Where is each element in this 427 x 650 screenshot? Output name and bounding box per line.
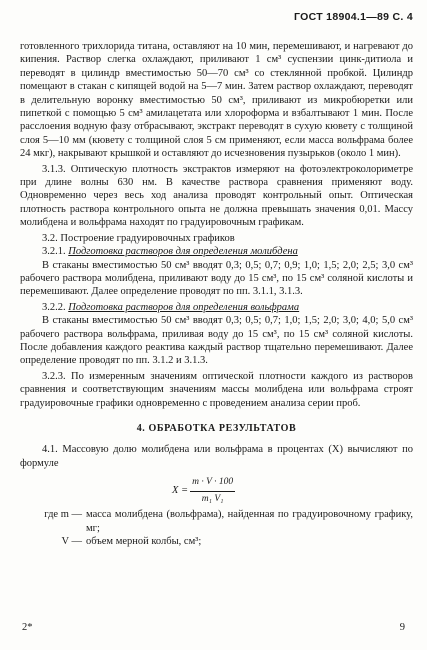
legend-symbol-m: где m — <box>44 509 82 521</box>
section-3-2-1-heading <box>20 245 413 258</box>
legend-text-v: объем мерной колбы, см³; <box>86 536 202 547</box>
section-3-2-2-number: 3.2.2. <box>42 301 66 313</box>
formula-fraction <box>190 476 235 506</box>
section-4-title: 4. ОБРАБОТКА РЕЗУЛЬТАТОВ <box>136 422 297 434</box>
paragraph-3-2-3: 3.2.3. По измеренным значениям оптической плотности каждого из растворов сравнения и соответствующим значениям массы молибдена или вольфрама строят градуировочные графики одновременно с проведением анализа серии проб. <box>20 370 413 409</box>
section-3-2-1-title: Подготовка растворов для определения молибдена <box>68 246 298 258</box>
section-3-2-title: 3.2. Построение градуировочных графиков <box>42 232 235 244</box>
formula <box>172 476 235 506</box>
formula-lhs: X = <box>172 485 189 497</box>
page-header: ГОСТ 18904.1—89 С. 4 <box>294 11 413 23</box>
legend-row-v <box>20 535 413 548</box>
footer-signature-mark: 2* <box>22 622 33 633</box>
legend-text-m: масса молибдена (вольфрама), найденная по градуировочному графику, мг; <box>86 509 413 534</box>
body-text <box>20 40 413 548</box>
formula-block <box>20 472 413 506</box>
paragraph-3-2-1: В стаканы вместимостью 50 см³ вводят 0,3; 0,5; 0,7; 0,9; 1,0; 1,5; 2,0; 2,5; 3,0 см³ рабочего раствора молибдена, приливают воду до 15 см³, по 15 см³ соляной кислоты и перемешивают. Далее определение проводят по пп. 3.1.1, 3.1.3. <box>20 259 413 298</box>
paragraph-3-2-2: В стаканы вместимостью 50 см³ вводят 0,3; 0,5; 0,7; 1,0; 1,5; 2,0; 3,0; 4,0; 5,0 см³ рабочего раствора вольфрама, приливая воду до 15 см³, по 15 см³ соляной кислоты. После добавления каждого реактива каждый раствор тщательно перемешивают. Далее определение проводят по пп. 3.1.2 и 3.1.3. <box>20 315 413 367</box>
formula-denominator: m₁ V₁ <box>201 493 224 504</box>
legend-row-m <box>20 508 413 535</box>
page-number: 9 <box>399 622 405 633</box>
legend-symbol-v: V — <box>61 536 82 547</box>
section-3-2-2-title: Подготовка растворов для определения вольфрама <box>68 301 300 313</box>
section-3-2-1-number: 3.2.1. <box>42 246 66 258</box>
paragraph-4-1: 4.1. Массовую долю молибдена или вольфрама в процентах (X) вычисляют по формуле <box>20 444 413 469</box>
section-3-2-2-heading <box>20 301 413 314</box>
formula-legend <box>20 508 413 548</box>
paragraph-3-1-3: 3.1.3. Оптическую плотность экстрактов измеряют на фотоэлектроколориметре при длине волны 630 нм. В качестве раствора сравнения применяют воду. Одновременно через весь ход анализа проводят контрольный опыт. Оптическая плотность раствора контрольного опыта не должна превышать значения 0,01. Массу молибдена и вольфрама находят по градуировочным графикам. <box>20 163 413 229</box>
formula-numerator: m · V · 100 <box>190 476 235 491</box>
paragraph-intro: готовленного трихлорида титана, оставляют на 10 мин, перемешивают, и нагревают до кипения. Раствор слегка охлаждают, приливают 1 см³ суспензии цинк-дитиола и переводят в цилиндр вместимостью 50—70 см³ со стеклянной пробкой. Цилиндр помещают в стакан с кипящей водой на 5—7 мин. Затем раствор охлаждают, переводят в делительную воронку вместимостью 50 см³, приливают из микробюретки или пипеткой с помощью 5 см³ амилацетата или хлороформа и взбалтывают 1 мин. После расслоения водную фазу отбрасывают, экстракт переводят в сухую кювету с толщиной слоя 5—10 мм (кювету с толщиной слоя 5 см применяют, если масса вольфрама более 24 мкг), накрывают крышкой и оставляют до исчезновения пузырьков (около 1 мин). <box>20 41 413 160</box>
